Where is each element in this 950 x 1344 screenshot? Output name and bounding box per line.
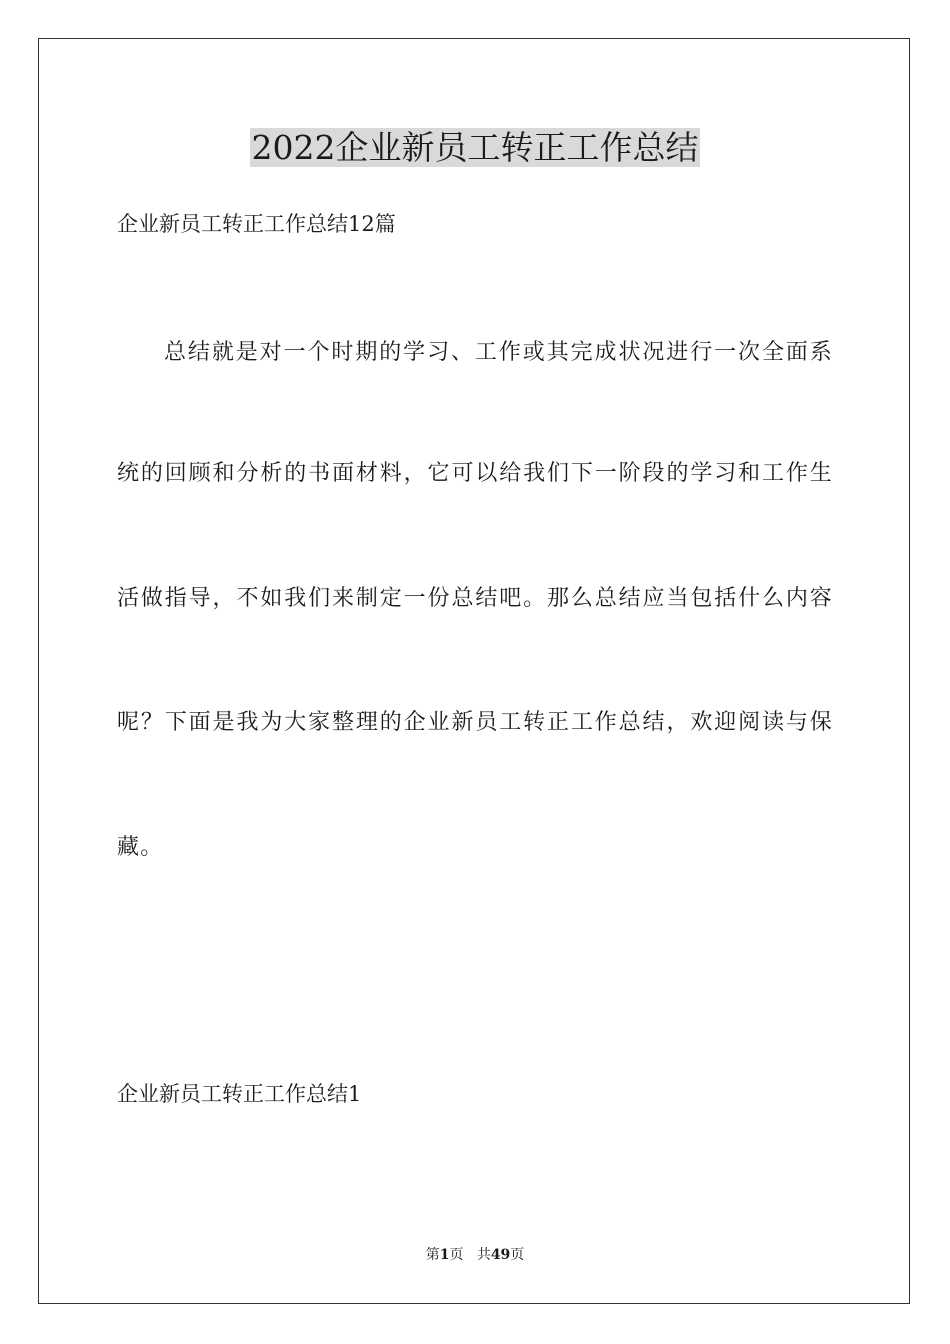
page-number: 1 <box>439 1247 450 1263</box>
page-footer <box>0 1245 950 1265</box>
total-pages: 49 <box>490 1247 511 1263</box>
total-label-suffix: 页 <box>510 1247 525 1263</box>
total-label-prefix: 共 <box>476 1247 491 1263</box>
intro-paragraph-line-4: 呢？下面是我为大家整理的企业新员工转正工作总结，欢迎阅读与保 <box>117 710 833 735</box>
page-label-suffix: 页 <box>449 1247 464 1263</box>
intro-paragraph-line-5: 藏。 <box>117 835 164 860</box>
section-heading: 企业新员工转正工作总结1 <box>117 1082 362 1106</box>
page-label-prefix: 第 <box>425 1247 440 1263</box>
document-title <box>0 124 950 172</box>
intro-paragraph-line-2: 统的回顾和分析的书面材料，它可以给我们下一阶段的学习和工作生 <box>117 461 833 486</box>
intro-paragraph-line-1: 总结就是对一个时期的学习、工作或其完成状况进行一次全面系 <box>164 340 833 365</box>
document-title-text: 2022企业新员工转正工作总结 <box>251 128 699 167</box>
intro-paragraph-line-3: 活做指导，不如我们来制定一份总结吧。那么总结应当包括什么内容 <box>117 586 833 611</box>
document-subtitle: 企业新员工转正工作总结12篇 <box>117 212 396 236</box>
